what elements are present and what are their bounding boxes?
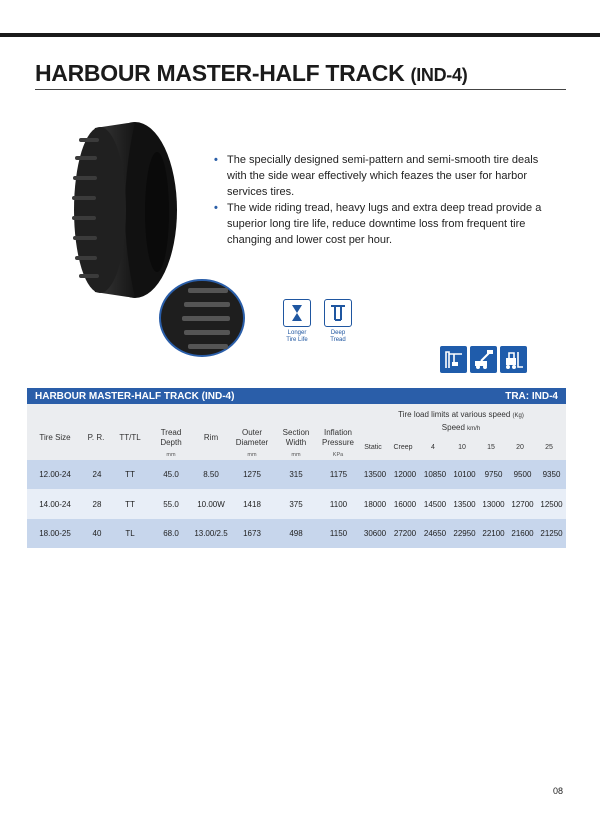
- harbor-crane-icon: [440, 346, 467, 373]
- top-rule: [0, 33, 600, 37]
- table-cell: 30600: [360, 519, 390, 548]
- spec-table-body: [27, 460, 566, 548]
- table-cell: 14500: [420, 489, 450, 519]
- unit-tread: mm: [166, 452, 176, 458]
- table-cell: 9500: [508, 460, 537, 489]
- header-speed-25: 25: [545, 444, 553, 451]
- unit-inflation: KPa: [332, 452, 344, 458]
- header-speed-15: 15: [487, 444, 495, 451]
- table-cell: 315: [275, 460, 317, 489]
- unit-section: mm: [291, 452, 301, 458]
- table-cell: 24: [83, 460, 111, 489]
- description-bullet: • The wide riding tread, heavy lugs and extra deep tread provide a superior long tire life, reduce downtime loss from frequent tire changing and lower cost per hour.: [214, 202, 542, 246]
- feature-deep-tread: Deep Tread: [318, 299, 358, 344]
- table-cell: 27200: [390, 519, 420, 548]
- header-tread-depth: Tread Depth: [160, 428, 182, 447]
- table-cell: 22100: [479, 519, 508, 548]
- header-tttl: TT/TL: [119, 433, 141, 442]
- table-cell: 1275: [229, 460, 275, 489]
- table-row: [27, 519, 566, 548]
- table-cell: 24650: [420, 519, 450, 548]
- header-speed-4: 4: [431, 444, 435, 451]
- title-rule: [35, 89, 566, 90]
- table-cell: 10.00W: [193, 489, 229, 519]
- table-cell: 21250: [537, 519, 566, 548]
- deep-tread-icon: [324, 299, 352, 327]
- header-load-limits: Tire load limits at various speed (Kg): [398, 410, 524, 419]
- table-cell: 28: [83, 489, 111, 519]
- table-row: [27, 460, 566, 489]
- table-cell: TT: [111, 460, 149, 489]
- table-cell: 375: [275, 489, 317, 519]
- page-title: [35, 60, 467, 87]
- table-cell: 12000: [390, 460, 420, 489]
- header-section-width: Section Width: [282, 428, 310, 447]
- table-row: [27, 489, 566, 519]
- header-creep: Creep: [393, 444, 413, 451]
- table-cell: TT: [111, 489, 149, 519]
- table-cell: 1175: [317, 460, 360, 489]
- feature-description: [214, 152, 554, 248]
- table-cell: 10850: [420, 460, 450, 489]
- table-cell: 1150: [317, 519, 360, 548]
- header-pr: P. R.: [87, 433, 105, 442]
- table-cell: 14.00-24: [27, 489, 83, 519]
- table-cell: 55.0: [149, 489, 193, 519]
- table-header: [27, 404, 566, 460]
- header-static: Static: [364, 444, 382, 451]
- header-outer-diameter: Outer Diameter: [235, 428, 269, 447]
- table-cell: 1418: [229, 489, 275, 519]
- table-cell: 13500: [360, 460, 390, 489]
- table-cell: 18.00-25: [27, 519, 83, 548]
- table-cell: 13500: [450, 489, 479, 519]
- table-cell: 13000: [479, 489, 508, 519]
- table-cell: 68.0: [149, 519, 193, 548]
- table-title-bar: [27, 388, 566, 404]
- application-icons: [440, 346, 527, 373]
- table-cell: 8.50: [193, 460, 229, 489]
- table-cell: 18000: [360, 489, 390, 519]
- header-speed-20: 20: [516, 444, 524, 451]
- table-cell: 9750: [479, 460, 508, 489]
- table-cell: 498: [275, 519, 317, 548]
- reach-stacker-icon: [470, 346, 497, 373]
- table-cell: 16000: [390, 489, 420, 519]
- table-title: HARBOUR MASTER-HALF TRACK (IND-4): [35, 390, 235, 402]
- table-cell: 40: [83, 519, 111, 548]
- table-cell: 12500: [537, 489, 566, 519]
- page-number: 08: [553, 786, 564, 796]
- unit-outer: mm: [247, 452, 257, 458]
- table-cell: 12700: [508, 489, 537, 519]
- header-tire-size: Tire Size: [39, 433, 71, 442]
- table-cell: TL: [111, 519, 149, 548]
- header-rim: Rim: [203, 433, 219, 442]
- table-cell: 9350: [537, 460, 566, 489]
- header-speed-10: 10: [458, 444, 466, 451]
- table-cell: 10100: [450, 460, 479, 489]
- header-inflation-pressure: Inflation Pressure: [321, 428, 354, 447]
- table-cell: 1100: [317, 489, 360, 519]
- table-cell: 22950: [450, 519, 479, 548]
- title-main: HARBOUR MASTER-HALF TRACK: [35, 60, 405, 86]
- hourglass-icon: [283, 299, 311, 327]
- tread-detail-image: [158, 278, 246, 363]
- spec-table: [27, 388, 566, 548]
- table-cell: 45.0: [149, 460, 193, 489]
- feature-longer-tire-life: Longer Tire Life: [277, 299, 317, 344]
- tra-code: TRA: IND-4: [505, 390, 558, 402]
- tire-image: [65, 120, 180, 300]
- title-sub: (IND-4): [410, 65, 468, 85]
- table-cell: 1673: [229, 519, 275, 548]
- table-cell: 12.00-24: [27, 460, 83, 489]
- table-cell: 21600: [508, 519, 537, 548]
- forklift-icon: [500, 346, 527, 373]
- header-speed: Speed km/h: [441, 423, 481, 432]
- description-bullet: • The specially designed semi-pattern and semi-smooth tire deals with the side wear effectively which feazes the user for harbor services tires.: [214, 154, 539, 198]
- table-cell: 13.00/2.5: [193, 519, 229, 548]
